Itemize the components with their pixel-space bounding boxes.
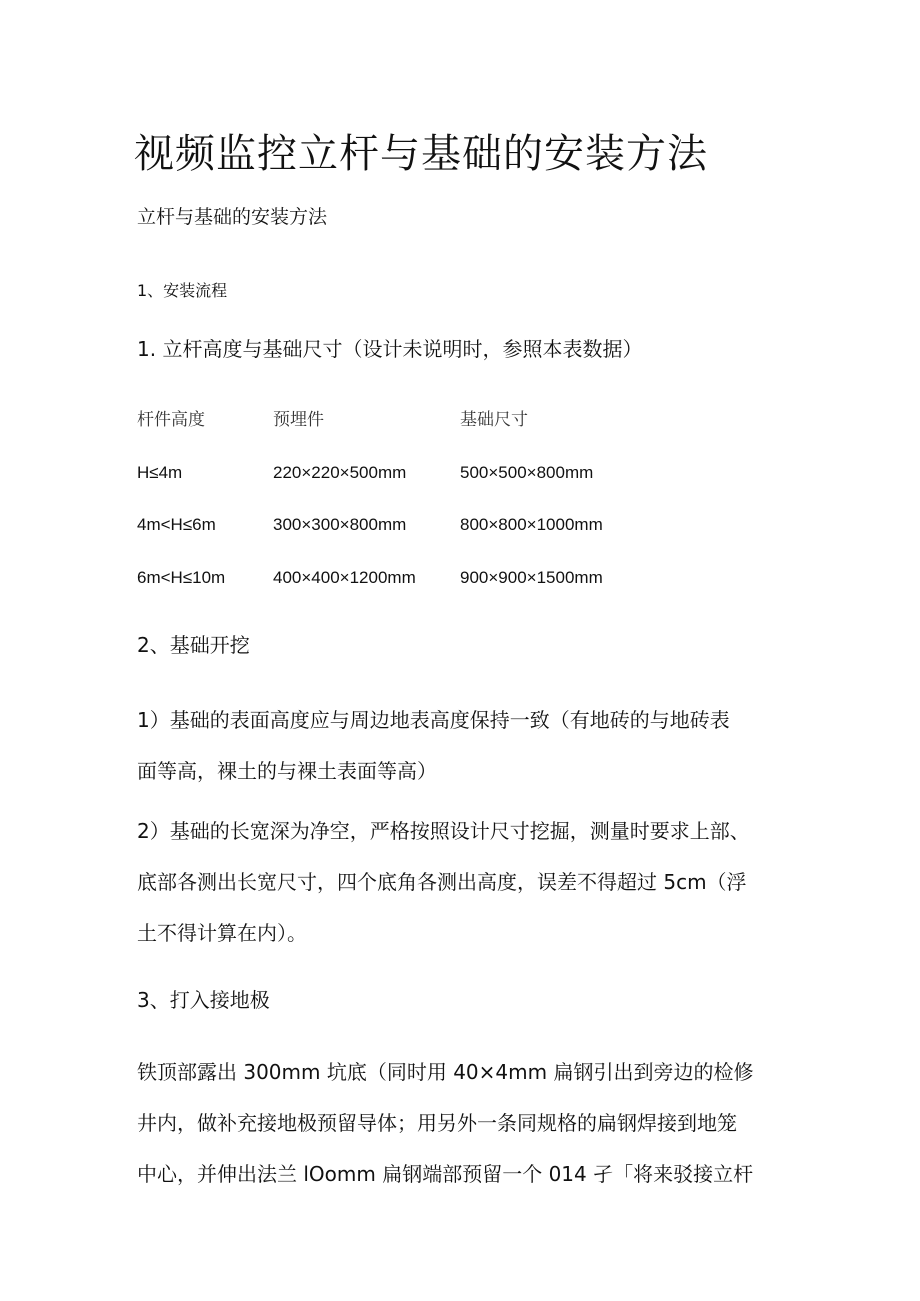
table-cell: 300×300×800mm (273, 515, 407, 534)
paragraph-line: 底部各测出长宽尺寸，四个底角各测出高度，误差不得超过 5cm（浮 (137, 870, 747, 894)
table-header-foundation-size: 基础尺寸 (460, 410, 528, 430)
paragraph-line: 面等高，裸土的与裸土表面等高） (137, 759, 437, 783)
section-foundation-excavation: 2、基础开挖 (137, 633, 250, 657)
paragraph-surface-height (137, 695, 797, 797)
table-cell: 500×500×800mm (460, 463, 594, 482)
subtitle: 立杆与基础的安装方法 (137, 206, 328, 228)
table-header-embedded-part: 预埋件 (273, 410, 324, 430)
section-pole-height-foundation-size: 1. 立杆高度与基础尺寸（设计未说明时，参照本表数据） (137, 337, 643, 361)
paragraph-dimensions (137, 806, 797, 959)
section-grounding-electrode: 3、打入接地极 (137, 988, 270, 1012)
table-cell: 800×800×1000mm (460, 515, 603, 534)
table-cell: 900×900×1500mm (460, 568, 603, 587)
paragraph-grounding (137, 1047, 797, 1200)
table-cell: 220×220×500mm (273, 463, 407, 482)
paragraph-line: 中心，并伸出法兰 lOomm 扁钢端部预留一个 014 孑「将来驳接立杆 (137, 1162, 754, 1186)
paragraph-line: 2）基础的长宽深为净空，严格按照设计尺寸挖掘，测量时要求上部、 (137, 819, 750, 843)
paragraph-line: 土不得计算在内）。 (137, 921, 307, 945)
table-cell: H≤4m (137, 463, 183, 482)
table-cell: 6m<H≤10m (137, 568, 226, 587)
page-title: 视频监控立杆与基础的安装方法 (134, 131, 708, 177)
step-install-process: 1、安装流程 (137, 281, 228, 300)
table-cell: 4m<H≤6m (137, 515, 216, 534)
table-cell: 400×400×1200mm (273, 568, 416, 587)
paragraph-line: 1）基础的表面高度应与周边地表高度保持一致（有地砖的与地砖表 (137, 708, 730, 732)
paragraph-line: 铁顶部露出 300mm 坑底（同时用 40×4mm 扁钢引出到旁边的检修 (137, 1060, 754, 1084)
table-header-height: 杆件高度 (137, 410, 205, 430)
paragraph-line: 井内，做补充接地极预留导体；用另外一条同规格的扁钢焊接到地笼 (137, 1111, 737, 1135)
